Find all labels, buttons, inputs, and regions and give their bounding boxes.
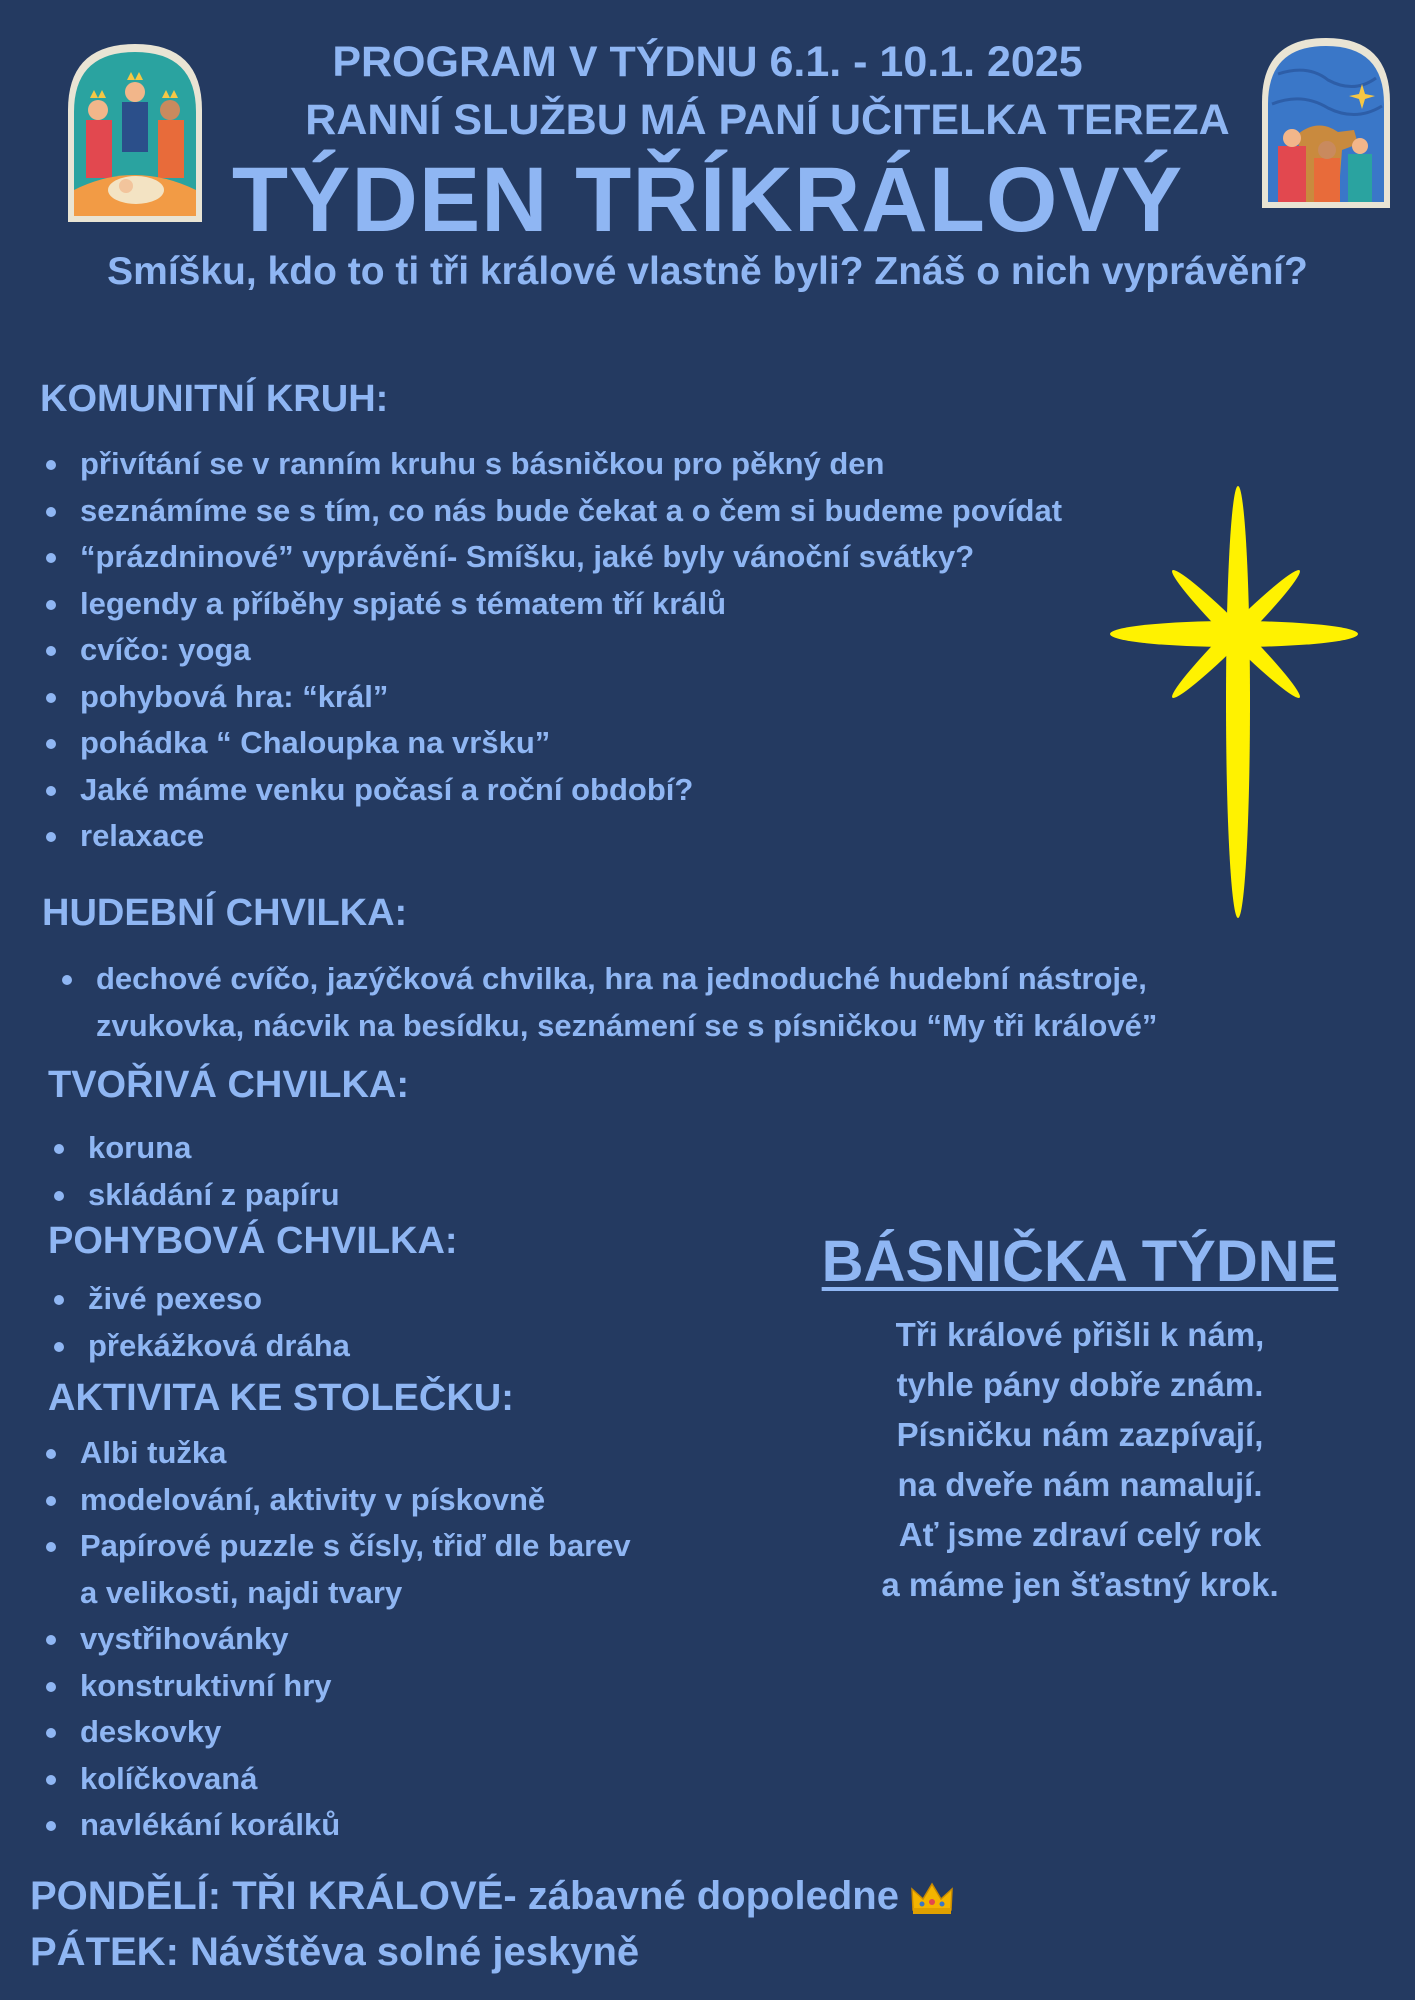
list-item: Albi tužka: [40, 1430, 631, 1477]
list-item: živé pexeso: [48, 1276, 350, 1323]
list-item: legendy a příběhy spjaté s tématem tří králů: [40, 581, 1062, 628]
star-of-bethlehem-icon: [1108, 482, 1360, 922]
list-item: kolíčkovaná: [40, 1756, 631, 1803]
poem-line: a máme jen šťastný krok.: [881, 1566, 1279, 1603]
komunitni-list: [40, 441, 1062, 860]
list-item: seznámíme se s tím, co nás bude čekat a o čem si budeme povídat: [40, 488, 1062, 535]
list-item: přivítání se v ranním kruhu s básničkou pro pěkný den: [40, 441, 1062, 488]
page-title: TÝDEN TŘÍKRÁLOVÝ: [231, 149, 1184, 251]
section-heading: KOMUNITNÍ KRUH:: [40, 378, 389, 420]
crown-icon: [910, 1880, 954, 1916]
list-item: skládání z papíru: [48, 1172, 340, 1219]
poem-title: BÁSNIČKA TÝDNE: [821, 1229, 1339, 1294]
friday-note: PÁTEK: Návštěva solné jeskyně: [30, 1930, 640, 1974]
hudebni-list: [56, 956, 1157, 1049]
list-item: relaxace: [40, 813, 1062, 860]
list-item-continuation: a velikosti, najdi tvary: [80, 1574, 403, 1610]
list-item: Jaké máme venku počasí a roční období?: [40, 767, 1062, 814]
list-item: vystřihovánky: [40, 1616, 631, 1663]
list-item: překážková dráha: [48, 1323, 350, 1370]
list-item: modelování, aktivity v pískovně: [40, 1477, 631, 1524]
monday-note: [30, 1874, 954, 1919]
list-item: pohybová hra: “král”: [40, 674, 1062, 721]
monday-text: PONDĚLÍ: TŘI KRÁLOVÉ- zábavné dopoledne: [30, 1874, 899, 1918]
section-heading-tvoriva: TVOŘIVÁ CHVILKA:: [48, 1064, 409, 1106]
list-item: dechové cvíčo, jazýčková chvilka, hra na jednoduché hudební nástroje,: [56, 956, 1157, 1003]
section-heading-pohybova: POHYBOVÁ CHVILKA:: [48, 1220, 458, 1262]
morning-duty-heading: RANNÍ SLUŽBU MÁ PANÍ UČITELKA TEREZA: [305, 96, 1230, 144]
list-item: Papírové puzzle s čísly, třiď dle barev: [40, 1523, 631, 1570]
list-item-continuation: zvukovka, nácvik na besídku, seznámení se s písničkou “My tři králové”: [96, 1007, 1158, 1043]
section-heading-hudebni: HUDEBNÍ CHVILKA:: [42, 892, 408, 934]
list-item: koruna: [48, 1125, 340, 1172]
poem-line: tyhle pány dobře znám.: [896, 1366, 1264, 1403]
list-item: deskovky: [40, 1709, 631, 1756]
section-heading-aktivita: AKTIVITA KE STOLEČKU:: [48, 1377, 514, 1419]
program-week-heading: PROGRAM V TÝDNU 6.1. - 10.1. 2025: [332, 38, 1083, 86]
tvoriva-list: [48, 1125, 340, 1218]
list-item: konstruktivní hry: [40, 1663, 631, 1710]
poem-line: na dveře nám namalují.: [897, 1466, 1263, 1503]
list-item: pohádka “ Chaloupka na vršku”: [40, 720, 1062, 767]
aktivita-list: [40, 1430, 631, 1849]
page-subtitle: Smíšku, kdo to ti tři králové vlastně byli? Znáš o nich vyprávění?: [107, 250, 1308, 293]
pohybova-list: [48, 1276, 350, 1369]
poem-line: Tři králové přišli k nám,: [895, 1316, 1265, 1353]
list-item: cvíčo: yoga: [40, 627, 1062, 674]
poem-line: Písničku nám zazpívají,: [896, 1416, 1264, 1453]
list-item: “prázdninové” vyprávění- Smíšku, jaké byly vánoční svátky?: [40, 534, 1062, 581]
poem-text: [790, 1310, 1370, 1610]
section-komunitni-kruh: [40, 378, 388, 421]
poem-line: Ať jsme zdraví celý rok: [898, 1516, 1262, 1553]
list-item: navlékání korálků: [40, 1802, 631, 1849]
